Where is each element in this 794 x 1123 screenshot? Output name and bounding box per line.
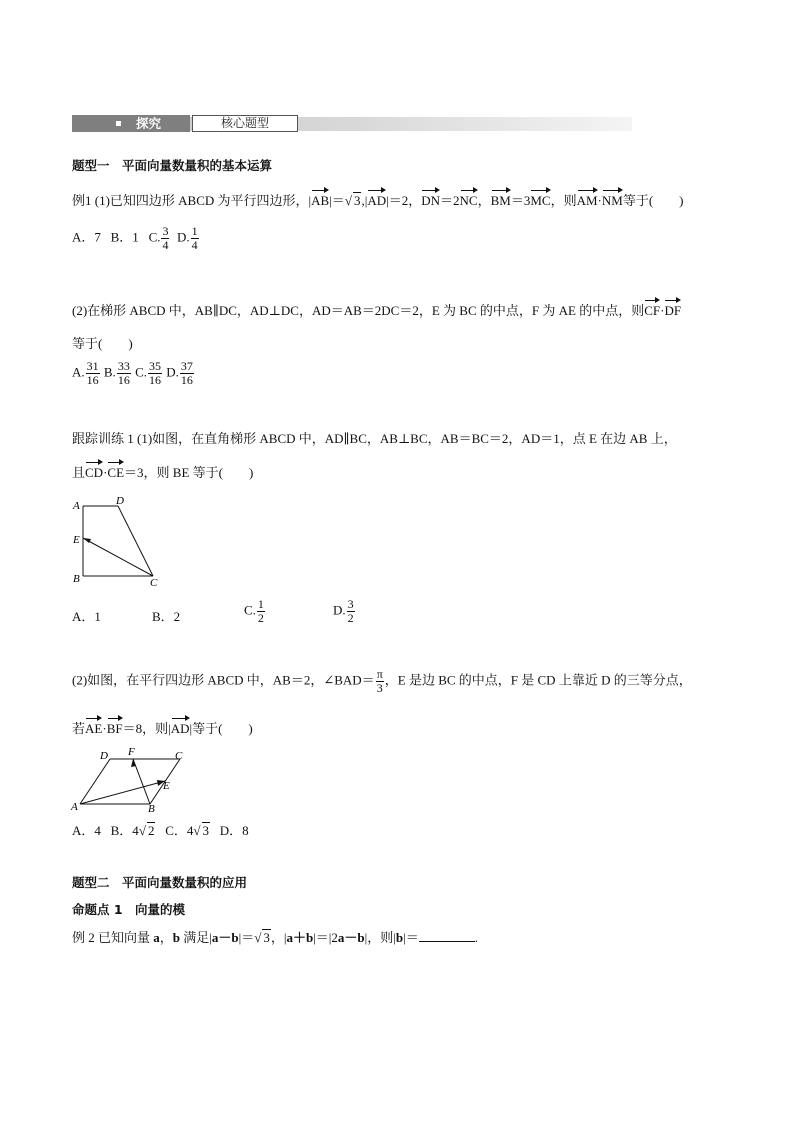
option-a: A. (72, 364, 85, 380)
fraction (257, 598, 265, 625)
text-fragment: b (172, 930, 181, 945)
text-fragment: 37 (180, 359, 193, 373)
track1-line2: 且CD·CE＝3，则 BE 等于( ) (72, 465, 254, 480)
label-a: A (71, 801, 78, 812)
fraction (161, 225, 169, 252)
fraction (347, 598, 355, 625)
option-a: A．7 (72, 229, 101, 245)
edge-dc (118, 506, 153, 576)
text-fragment: 2 (257, 611, 264, 625)
text-fragment: 4 (162, 238, 169, 252)
text-fragment: CF (644, 303, 661, 318)
text-fragment: CE (107, 465, 125, 480)
text-fragment: 且 (72, 465, 86, 480)
text-fragment: |，则| (364, 930, 396, 945)
ex1-question: 例1 (1)已知四边形 ABCD 为平行四边形，|AB|＝√ 3,|AD|＝2，DN＝2NC，BM＝3MC，则AM·NM等于( ) (72, 193, 684, 208)
text-fragment: 33 (117, 359, 130, 373)
fraction (117, 360, 131, 387)
text-fragment: 4 (191, 238, 198, 252)
ex2-question: 例 2 已知向量 a，b 满足|a－b|＝√ 3，|a＋b|＝|2a－b|，则|b|＝ . (72, 930, 478, 945)
trapezoid-figure (70, 494, 170, 590)
ex1-2-options (72, 360, 195, 387)
fraction (86, 360, 100, 387)
type2-subheading: 命题点 1 向量的模 (72, 902, 186, 917)
text-fragment: . (474, 930, 478, 945)
option-c: C．4 (165, 823, 194, 838)
track1-question: 跟踪训练 1 (1)如图，在直角梯形 ABCD 中，AD∥BC，AB⊥BC，AB＝BC＝2，AD＝1，点 E 在边 AB 上， (72, 431, 677, 446)
text-fragment: ，则 (550, 193, 577, 208)
text-fragment: 3 (347, 597, 354, 611)
text-fragment: b (395, 930, 404, 945)
label-f: F (128, 746, 135, 758)
square-bullet-icon (116, 121, 121, 126)
option-d: D．8 (219, 823, 249, 838)
text-fragment: 3 (263, 930, 270, 945)
text-fragment: ＝3，则 BE 等于( ) (124, 465, 254, 480)
ex1-2-line2: 等于( ) (72, 336, 133, 351)
text-fragment: ＝8，则| (122, 721, 171, 736)
text-fragment: ，E 是边 BC 的中点，F 是 CD 上靠近 D 的三等分点， (384, 672, 692, 688)
option-d: D. (176, 229, 190, 245)
text-fragment: a－b (211, 930, 239, 945)
option-a: A．4 (72, 823, 101, 838)
type1-heading: 题型一 平面向量数量积的基本运算 (72, 158, 273, 173)
text-fragment: 3 (202, 823, 210, 838)
text-fragment: 满足| (180, 930, 212, 945)
label-b: B (73, 573, 80, 585)
option-c: C. (135, 364, 147, 380)
text-fragment: 16 (117, 373, 130, 387)
banner-section-text: 探究 (136, 116, 162, 131)
option-b: B．4 (110, 823, 139, 838)
text-fragment: 35 (148, 359, 161, 373)
label-b: B (148, 803, 155, 812)
label-e: E (163, 780, 170, 792)
text-fragment: 3 (353, 193, 361, 208)
parallelogram-figure (68, 746, 198, 812)
text-fragment: ＝3 (510, 193, 531, 208)
text-fragment: NM (601, 193, 623, 208)
text-fragment: ， (159, 930, 173, 945)
fraction (376, 668, 384, 695)
text-fragment: CD (85, 465, 104, 480)
text-fragment: BM (490, 193, 511, 208)
text-fragment: MC (530, 193, 551, 208)
fraction (148, 360, 162, 387)
text-fragment: DF (664, 303, 682, 318)
answer-blank[interactable] (419, 929, 475, 942)
track1-option-d (333, 598, 356, 625)
text-fragment: 16 (148, 373, 161, 387)
text-fragment: 等于( ) (622, 193, 684, 208)
text-fragment: 若 (72, 721, 86, 736)
option-b: B. (103, 364, 116, 380)
banner-section-label (72, 115, 190, 132)
text-fragment: DN (421, 193, 440, 208)
text-fragment: 3 (376, 681, 383, 695)
text-fragment: D. (333, 602, 346, 618)
arrowhead-icon (131, 759, 136, 767)
text-fragment: 16 (86, 373, 99, 387)
option-a: A．1 (72, 609, 101, 624)
text-fragment: |＝ (403, 930, 419, 945)
label-d: D (116, 495, 124, 507)
text-fragment: 例 2 已知向量 (72, 930, 154, 945)
track1-option-b: B．2 (152, 609, 181, 624)
text-fragment: AD (367, 193, 387, 208)
text-fragment: AM (576, 193, 598, 208)
option-c: C. (148, 229, 161, 245)
ex1-options (72, 225, 200, 252)
fraction (191, 225, 199, 252)
text-fragment: 16 (180, 373, 193, 387)
option-d: D. (166, 364, 179, 380)
track1-options (72, 606, 101, 625)
text-fragment: |＝ (238, 930, 255, 945)
option-b: B．1 (110, 229, 139, 245)
text-fragment: ＝2 (439, 193, 460, 208)
text-fragment: |＝2， (386, 193, 422, 208)
text-fragment: |＝|2 (313, 930, 338, 945)
label-e: E (73, 534, 80, 546)
track1-option-c (244, 598, 266, 625)
section-banner (72, 113, 632, 135)
banner-tab-text: 核心题型 (220, 116, 269, 130)
text-fragment: (2)如图，在平行四边形 ABCD 中，AB＝2，∠BAD＝ (72, 672, 375, 688)
fraction (180, 360, 194, 387)
vector-ce (83, 538, 153, 576)
label-c: C (150, 577, 158, 589)
track1-2-question (72, 668, 692, 695)
ex1-2-question: (2)在梯形 ABCD 中，AB∥DC，AD⊥DC，AD＝AB＝2DC＝2，E 为 BC 的中点，F 为 AE 的中点，则CF·DF (72, 303, 682, 318)
text-fragment: BF (106, 721, 123, 736)
text-fragment: 2 (347, 611, 354, 625)
text-fragment: AE (85, 721, 103, 736)
text-fragment: π (376, 667, 383, 681)
text-fragment: |等于( ) (189, 721, 253, 736)
text-fragment: a＋b (286, 930, 314, 945)
text-fragment: 例1 (1)已知四边形 ABCD 为平行四边形， (72, 193, 309, 208)
text-fragment: ， (477, 193, 491, 208)
banner-tab (192, 115, 298, 132)
text-fragment: AB (311, 193, 330, 208)
label-d: D (100, 750, 108, 762)
text-fragment: (2)在梯形 ABCD 中，AB∥DC，AD⊥DC，AD＝AB＝2DC＝2，E 为 BC 的中点，F 为 AE 的中点，则 (72, 303, 645, 318)
track1-2-line2: 若AE·BF＝8，则|AD|等于( ) (72, 721, 253, 736)
text-fragment: 1 (191, 224, 198, 238)
text-fragment: AD (170, 721, 190, 736)
type2-heading: 题型二 平面向量数量积的应用 (72, 875, 248, 890)
text-fragment: |＝ (329, 193, 345, 208)
text-fragment: a－b (337, 930, 365, 945)
text-fragment: C. (244, 602, 256, 618)
track1-2-options: A．4 B．4√ 2 C．4√ 3 D．8 (72, 823, 249, 838)
label-a: A (73, 500, 80, 512)
text-fragment: 31 (86, 359, 99, 373)
text-fragment: 3 (162, 224, 169, 238)
text-fragment: ，| (270, 930, 287, 945)
text-fragment: 2 (147, 823, 155, 838)
text-fragment: NC (459, 193, 478, 208)
label-c: C (175, 750, 183, 762)
text-fragment: a (153, 930, 160, 945)
text-fragment: 1 (257, 597, 264, 611)
